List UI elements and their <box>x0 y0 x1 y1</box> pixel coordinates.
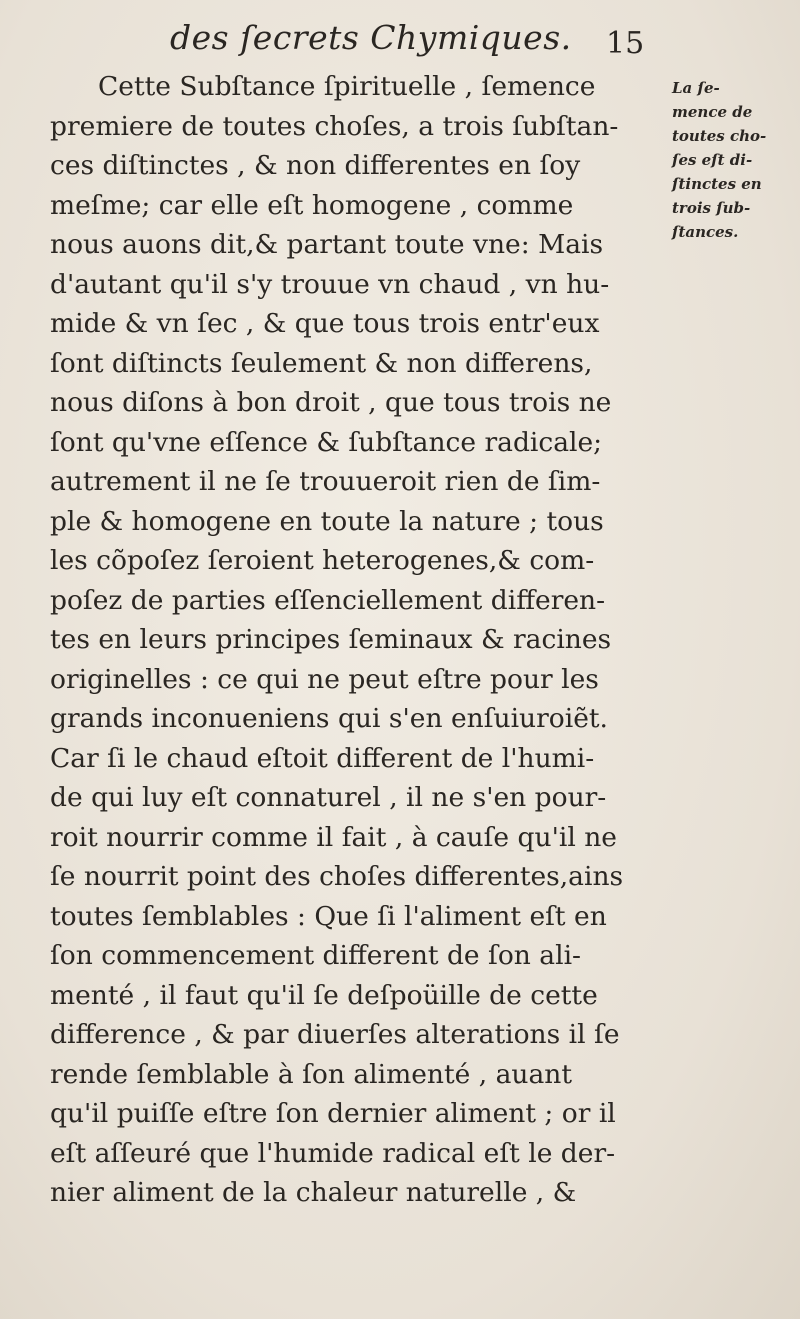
text-line: premiere de toutes choſes, a trois ſubſtan- <box>50 110 619 142</box>
page-number: 15 <box>606 26 645 61</box>
text-line: ſe nourrit point des choſes differentes,ains <box>50 861 624 892</box>
margin-note-line: ſtances. <box>672 223 739 241</box>
text-line: roit nourrir comme il fait , à cauſe qu'il ne <box>50 821 617 853</box>
margin-note-line: trois ſub- <box>672 199 751 217</box>
margin-note-line: ſes eſt di- <box>672 151 753 169</box>
text-line: poſez de parties eſſenciellement differen- <box>50 584 606 616</box>
running-head: des ſecrets Chymiques. <box>170 18 572 57</box>
text-line: autrement il ne ſe trouueroit rien de ſim- <box>50 466 601 497</box>
text-line: menté , il faut qu'il ſe deſpoüille de cette <box>50 979 598 1011</box>
margin-note <box>672 76 797 244</box>
text-line: toutes ſemblables : Que ſi l'aliment eſt en <box>50 900 607 932</box>
text-line: ſont diſtincts ſeulement & non differens, <box>50 347 593 379</box>
text-line: nous auons dit,& partant toute vne: Mais <box>50 229 604 260</box>
text-line: Car ſi le chaud eſtoit different de l'humi- <box>50 742 595 774</box>
text-line: nous diſons à bon droit , que tous trois ne <box>50 387 612 418</box>
text-line: grands inconueniens qui s'en enſuiuroiẽt. <box>50 703 608 734</box>
text-line: mide & vn ſec , & que tous trois entr'eux <box>50 308 600 339</box>
margin-note-line: mence de <box>672 103 753 121</box>
text-line: de qui luy eſt connaturel , il ne s'en pour- <box>50 782 607 813</box>
text-line: nier aliment de la chaleur naturelle , & <box>50 1177 577 1208</box>
text-line: eſt aſſeuré que l'humide radical eſt le der- <box>50 1137 616 1169</box>
text-line: qu'il puiſſe eſtre ſon dernier aliment ; or il <box>50 1098 616 1129</box>
margin-note-line: toutes cho- <box>672 127 767 145</box>
text-line: d'autant qu'il s'y trouue vn chaud , vn hu- <box>50 268 610 300</box>
margin-note-line: La ſe- <box>672 79 720 97</box>
text-line: ſon commencement different de ſon ali- <box>50 940 581 971</box>
margin-note-line: ſtinctes en <box>672 175 762 193</box>
text-line: ces diſtinctes , & non differentes en ſoy <box>50 150 581 181</box>
body-text <box>50 67 640 1213</box>
text-line: les cõpoſez ſeroient heterogenes,& com- <box>50 545 595 576</box>
text-line: meſme; car elle eſt homogene , comme <box>50 189 574 221</box>
text-line: Cette Subſtance ſpirituelle , ſemence <box>98 71 596 102</box>
text-line: difference , & par diuerſes alterations il ſe <box>50 1019 620 1050</box>
text-line: rende ſemblable à ſon alimenté , auant <box>50 1058 572 1090</box>
text-line: ſont qu'vne eſſence & ſubſtance radicale; <box>50 426 603 458</box>
text-line: ple & homogene en toute la nature ; tous <box>50 505 604 537</box>
text-line: originelles : ce qui ne peut eſtre pour les <box>50 663 599 695</box>
page-header <box>0 14 800 66</box>
text-line: tes en leurs principes ſeminaux & racines <box>50 624 612 655</box>
